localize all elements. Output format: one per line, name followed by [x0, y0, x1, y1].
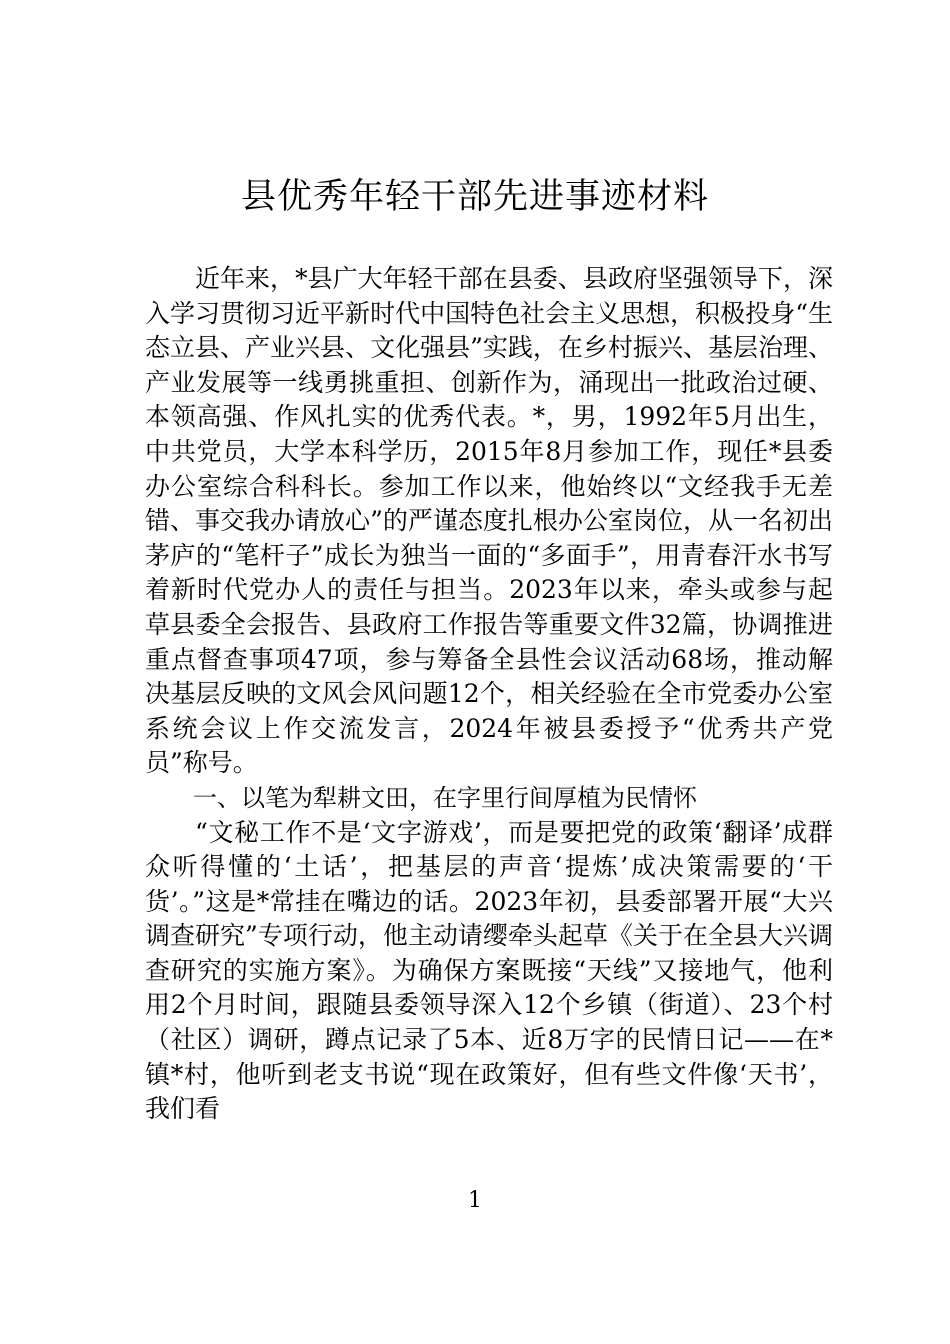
- intro-paragraph: 近年来，*县广大年轻干部在县委、县政府坚强领导下，深入学习贯彻习近平新时代中国特色社会主义思想，积极投身“生态立县、产业兴县、文化强县”实践，在乡村振兴、基层治理、产业发展等一线勇挑重担、创新作为，涌现出一批政治过硬、本领高强、作风扎实的优秀代表。*，男，1992年5月出生，中共党员，大学本科学历，2015年8月参加工作，现任*县委办公室综合科科长。参加工作以来，他始终以“文经我手无差错、事交我办请放心”的严谨态度扎根办公室岗位，从一名初出茅庐的“笔杆子”成长为独当一面的“多面手”，用青春汗水书写着新时代党办人的责任与担当。2023年以来，牵头或参与起草县委全会报告、县政府工作报告等重要文件32篇，协调推进重点督查事项47项，参与筹备全县性会议活动68场，推动解决基层反映的文风会风问题12个，相关经验在全市党委办公室系统会议上作交流发言，2024年被县委授予“优秀共产党员”称号。: [145, 264, 833, 778]
- document-title: 县优秀年轻干部先进事迹材料: [240, 177, 709, 217]
- document-body: [145, 262, 833, 1127]
- section-1-paragraph: “文秘工作不是‘文字游戏’，而是要把党的政策‘翻译’成群众听得懂的‘土话’，把基层的声音‘提炼’成决策需要的‘干货’。”这是*常挂在嘴边的话。2023年初，县委部署开展“大兴调查研究”专项行动，他主动请缨牵头起草《关于在全县大兴调查研究的实施方案》。为确保方案既接“天线”又接地气，他利用2个月时间，跟随县委领导深入12个乡镇（街道）、23个村（社区）调研，蹲点记录了5本、近8万字的民情日记——在*镇*村，他听到老支书说“现在政策好，但有些文件像‘天书’，我们看: [145, 817, 833, 1124]
- section-heading-1: 一、以笔为犁耕文田，在字里行间厚植为民情怀: [193, 783, 697, 812]
- page-number: 1: [468, 1188, 482, 1213]
